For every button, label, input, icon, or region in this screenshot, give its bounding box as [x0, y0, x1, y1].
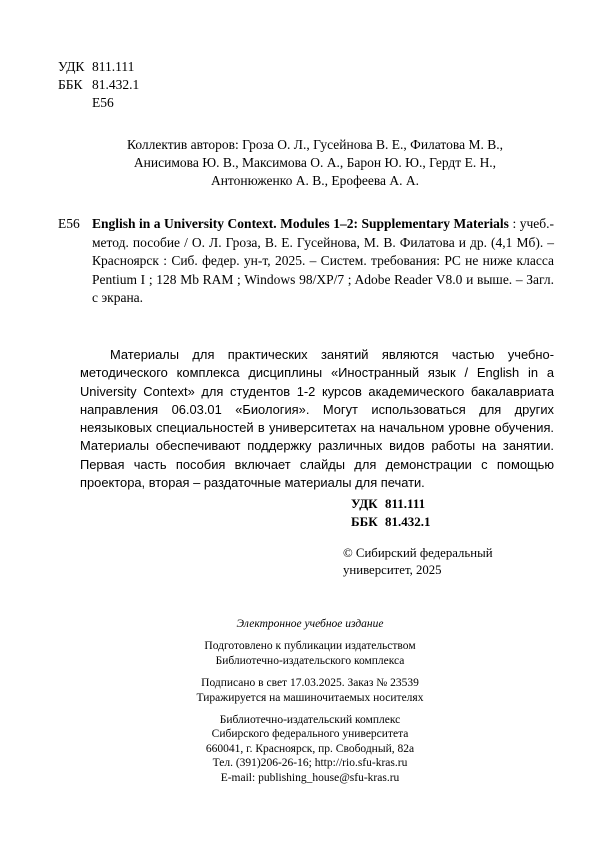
record-body: [92, 215, 554, 308]
copyright-line: © Сибирский федеральный: [343, 546, 493, 560]
authors-line: Анисимова Ю. В., Максимова О. А., Барон Ю. Ю., Гердт Е. Н.,: [133, 155, 497, 170]
abstract-paragraph: Материалы для практических занятий являются частью учебно-методического комплекса дисциплины «Иностранный язык / English in a University Context» для студентов 1-2 курсов академического бакалавриата направления 06.03.01 «Биология». Могут использоваться для других неязыковых специальностей в университетах на начальном уровне обучения. Материалы обеспечивают поддержку различных видов работы на занятии. Первая часть пособия включает слайды для демонстрации с помощью проектора, вторая – раздаточные материалы для печати.: [80, 347, 554, 491]
signed-line: Подписано в свет 17.03.2025. Заказ № 23539: [201, 677, 419, 690]
publisher-name: Библиотечно-издательский комплекс: [219, 714, 401, 727]
author-mark: Е56: [92, 95, 114, 110]
classification-codes-bold: [351, 495, 431, 531]
publisher-name: Сибирского федерального университета: [211, 728, 409, 741]
bbk-value: 81.432.1: [92, 77, 140, 92]
prepared-line: Подготовлено к публикации издательством: [204, 640, 416, 653]
authors-block: [100, 136, 530, 190]
authors-line: Коллектив авторов: Гроза О. Л., Гусейнова В. Е., Филатова М. В.,: [127, 137, 503, 152]
bbk-label: ББК: [351, 514, 378, 529]
edition-type: Электронное учебное издание: [236, 618, 384, 630]
copyright-line: университет, 2025: [343, 563, 442, 577]
record-mark: Е56: [58, 216, 80, 231]
imprint-block: [120, 617, 500, 785]
bbk-value: 81.432.1: [385, 514, 431, 529]
replicated-line: Тиражируется на машиночитаемых носителях: [196, 691, 424, 704]
copyright-notice: [343, 545, 543, 579]
udk-row: [351, 495, 431, 513]
classification-codes: [58, 58, 139, 112]
prepared-line: Библиотечно-издательского комплекса: [215, 654, 405, 667]
record-title: English in a University Context. Modules 1–2: Supplementary Materials: [92, 216, 509, 231]
publisher-email: E-mail: publishing_house@sfu-kras.ru: [220, 771, 400, 784]
udk-label: УДК: [351, 496, 378, 511]
record-description: : учеб.-метод. пособие / О. Л. Гроза, В. Е. Гусейнова, М. В. Филатова и др. (4,1 Мб). – Красноярск : Сиб. федер. ун-т, 2025. – Систем. требования: PC не ниже класса Pentium I ; 128 Mb RAM ; Windows 98/XP/7 ; Adobe Reader V8.0 и выше. – Загл. с экрана.: [92, 216, 554, 306]
bbk-label: ББК: [58, 77, 83, 92]
publisher-address: 660041, г. Красноярск, пр. Свободный, 82а: [205, 742, 415, 755]
udk-label: УДК: [58, 59, 85, 74]
udk-value: 811.111: [385, 496, 426, 511]
udk-value: 811.111: [92, 59, 135, 74]
bbk-row: [351, 513, 431, 531]
authors-line: Антонюженко А. В., Ерофеева А. А.: [210, 173, 420, 188]
publisher-phone: Тел. (391)206-26-16; http://rio.sfu-kras.ru: [212, 757, 408, 770]
udk-row: [58, 58, 139, 76]
bibliographic-record: [58, 215, 554, 308]
bbk-row: [58, 76, 139, 94]
